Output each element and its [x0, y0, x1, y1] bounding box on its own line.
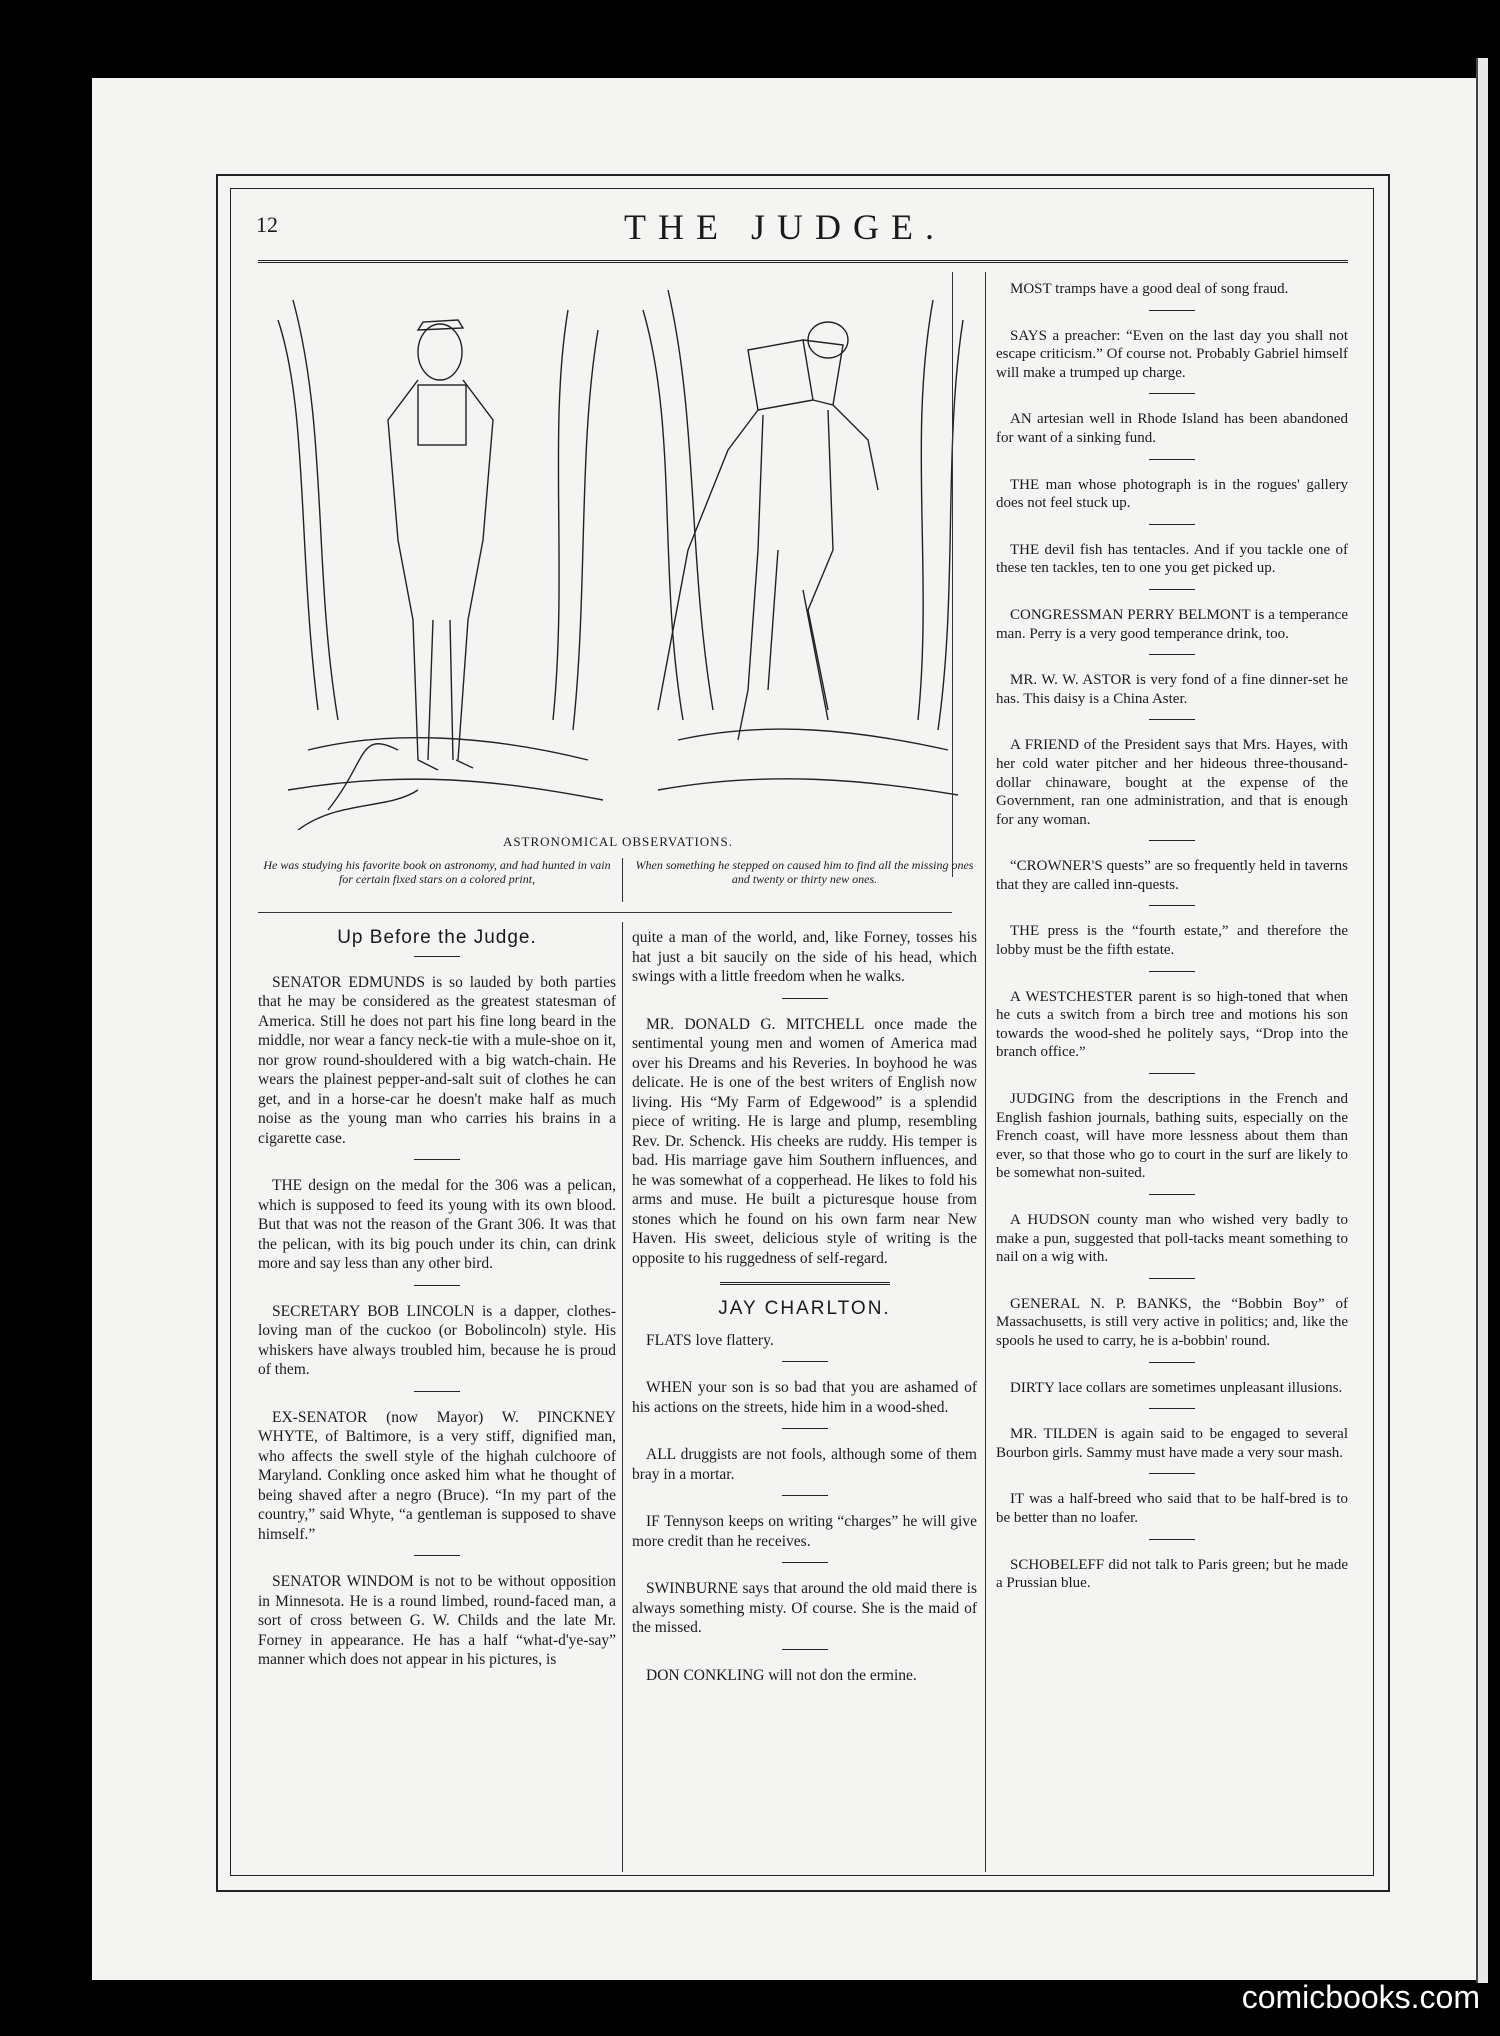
illustration-right — [628, 290, 973, 830]
separator — [1149, 589, 1195, 590]
separator — [782, 1495, 828, 1496]
separator — [414, 1285, 460, 1286]
quip-item: FLATS love flattery. — [646, 1331, 774, 1349]
site-watermark: comicbooks.com — [1241, 1979, 1480, 2015]
quip-item: SCHOBELEFF did not talk to Paris green; but he made a Prussian blue. — [996, 1556, 1348, 1592]
quip-item: ALL druggists are not fools, although some of them bray in a mortar. — [632, 1446, 977, 1483]
quip-item: A HUDSON county man who wished very badly to make a pun, suggested that poll-tacks meant something to nail on a wig with. — [996, 1212, 1348, 1266]
quip-item: GENERAL N. P. BANKS, the “Bobbin Boy” of Massachusetts, is still very active in politics; and, like the spools he used to carry, he is a-bobbin' round. — [996, 1295, 1348, 1349]
separator — [1149, 310, 1195, 311]
illustration-caption-left: He was studying his favorite book on astronomy, and had hunted in vain for certain fixed stars on a colored print, — [263, 858, 611, 886]
separator — [414, 1159, 460, 1160]
paragraph-windom-continued: quite a man of the world, and, like Forney, tosses his hat just a bit saucily on the side of his head, which swings with a little freedom when he walks. — [632, 929, 977, 985]
caption-divider — [622, 858, 623, 902]
separator — [782, 1562, 828, 1563]
paragraph-edmunds: SENATOR EDMUNDS is so lauded by both parties that he may be considered as the greatest statesman of America. Still he does not part his fine long beard in the middle, nor wear a fancy neck-tie with a mule-shoe on it, nor grow round-shouldered with a big watch-chain. He wears the plainest pepper-and-salt suit of clothes he can get, and in a horse-car he doesn't make half as much noise as the young man who carries his brains in a cigarette case. — [258, 973, 616, 1147]
separator — [1149, 840, 1195, 841]
column-right — [996, 280, 1348, 1593]
column-left — [258, 928, 616, 1670]
separator — [1149, 393, 1195, 394]
masthead-rule — [258, 260, 1348, 263]
quip-item: SWINBURNE says that around the old maid there is always something misty. Of course. She is the maid of the missed. — [632, 1580, 977, 1636]
quip-item: CONGRESSMAN PERRY BELMONT is a temperance man. Perry is a very good temperance drink, too. — [996, 606, 1348, 642]
section-heading-jay-charlton: JAY CHARLTON. — [718, 1298, 891, 1319]
separator — [1149, 1362, 1195, 1363]
quip-item: AN artesian well in Rhode Island has been abandoned for want of a sinking fund. — [996, 411, 1348, 446]
separator — [1149, 654, 1195, 655]
quip-item: MR. W. W. ASTOR is very fond of a fine dinner-set he has. This daisy is a China Aster. — [996, 672, 1348, 707]
quip-item: IF Tennyson keeps on writing “charges” he will give more credit than he receives. — [632, 1513, 977, 1550]
paragraph-mitchell: MR. DONALD G. MITCHELL once made the sentimental young men and women of America mad over his Dreams and his Reveries. In boyhood he was delicate. He is one of the best writers of English now living. His “My Farm of Edgewood” is a splendid piece of writing. He is large and plump, resembling Rev. Dr. Schenck. His cheeks are ruddy. His temper is bad. His marriage gave him Southern influences, and he was somewhat of a copperhead. He likes to fold his arms and muse. He built a picturesque house from stones which he found on his own farm near New Haven. His sweet, delicious style of writing is the opposite to his ruggedness of self-regard. — [632, 1015, 977, 1267]
quip-item: DON CONKLING will not don the ermine. — [646, 1666, 917, 1684]
separator — [782, 998, 828, 999]
quip-item: SAYS a preacher: “Even on the last day you shall not escape criticism.” Of course not. Probably Gabriel himself will make a trumped up charge. — [996, 327, 1348, 381]
paragraph-lincoln: SECRETARY BOB LINCOLN is a dapper, clothes-loving man of the cuckoo (or Bobolincoln) style. His whiskers have always troubled him, because he is proud of them. — [258, 1302, 616, 1378]
page-number: 12 — [256, 212, 278, 237]
separator — [1149, 524, 1195, 525]
separator — [1149, 971, 1195, 972]
separator — [782, 1428, 828, 1429]
quip-item: WHEN your son is so bad that you are ashamed of his actions on the streets, hide him in a wood-shed. — [632, 1379, 977, 1416]
double-separator — [720, 1282, 890, 1285]
separator — [1149, 719, 1195, 720]
separator — [1149, 1073, 1195, 1074]
paragraph-whyte: EX-SENATOR (now Mayor) W. PINCKNEY WHYTE, of Baltimore, is a very stiff, dignified man, who affects the swell style of the highah culchoore of Maryland. Conkling once asked him what he thought of being shaved after a negro (Bruce). “In my part of the country,” said Whyte, “a gentleman is supposed to shave himself.” — [258, 1408, 616, 1543]
quip-item: THE press is the “fourth estate,” and therefore the lobby must be the fifth estate. — [996, 923, 1348, 959]
next-page-edge — [1476, 58, 1488, 1983]
quip-item: MR. TILDEN is again said to be engaged to several Bourbon girls. Sammy must have made a very sour mash. — [996, 1426, 1348, 1461]
separator — [414, 1391, 460, 1392]
column-rule-right — [985, 272, 986, 1872]
quip-item: “CROWNER'S quests” are so frequently held in taverns that they are called inn-quests. — [996, 858, 1348, 893]
separator — [782, 1361, 828, 1362]
quip-item: DIRTY lace collars are sometimes unpleasant illusions. — [1010, 1379, 1343, 1396]
man-reading-book-illustration — [268, 290, 613, 830]
quip-item: A FRIEND of the President says that Mrs. Hayes, with her cold water pitcher and her hideous three-thousand-dollar chinaware, bought at the expense of the Government, ran one administration, and that is enough for any woman. — [996, 737, 1348, 828]
separator — [1149, 1194, 1195, 1195]
illustration-caption-right: When something he stepped on caused him to find all the missing ones and twenty or thirty new ones. — [635, 858, 974, 886]
paragraph-medal: THE design on the medal for the 306 was a pelican, which is supposed to feed its young with its own blood. But that was not the reason of the Grant 306. It was that the pelican, with its big pouch under its chin, can drink more and say less than any other bird. — [258, 1177, 616, 1272]
separator — [414, 1555, 460, 1556]
quip-item: THE devil fish has tentacles. And if you tackle one of these ten tackles, ten to one you get picked up. — [996, 541, 1348, 577]
column-middle — [632, 928, 977, 1685]
column-rule-illustration — [952, 272, 953, 877]
illustration-title: ASTRONOMICAL OBSERVATIONS. — [502, 834, 734, 849]
separator — [1149, 459, 1195, 460]
separator — [414, 956, 460, 957]
separator — [1149, 1408, 1195, 1409]
man-tripping-illustration — [628, 290, 973, 830]
separator — [1149, 1539, 1195, 1540]
separator — [1149, 1473, 1195, 1474]
column-rule-left — [622, 922, 623, 1872]
separator — [1149, 1278, 1195, 1279]
section-heading-up-before-the-judge: Up Before the Judge. — [337, 927, 537, 948]
quip-item: THE man whose photograph is in the rogues' gallery does not feel stuck up. — [996, 476, 1348, 512]
quip-item: JUDGING from the descriptions in the French and English fashion journals, bathing suits, especially on the French coast, will have more lessness about them than ever, so that those who go to court in the surf are likely to be somewhat non-suited. — [996, 1091, 1348, 1182]
illustration-bottom-rule — [258, 912, 952, 913]
paragraph-windom: SENATOR WINDOM is not to be without opposition in Minnesota. He is a round limbed, round-faced man, a sort of cross between G. W. Childs and the late Mr. Forney in appearance. He has a half “what-d'ye-say” manner which does not appear in his pictures, is — [258, 1573, 616, 1668]
separator — [782, 1649, 828, 1650]
separator — [1149, 905, 1195, 906]
masthead-title: THE JUDGE. — [624, 207, 946, 247]
quip-item: MOST tramps have a good deal of song fraud. — [1010, 281, 1289, 297]
quip-item: A WESTCHESTER parent is so high-toned that when he cuts a switch from a birch tree and motions his son towards the wood-shed he politely says, “Drop into the branch office.” — [996, 988, 1348, 1061]
illustration-left — [268, 290, 613, 830]
quip-item: IT was a half-breed who said that to be half-bred is to be better than no loafer. — [996, 1491, 1348, 1526]
